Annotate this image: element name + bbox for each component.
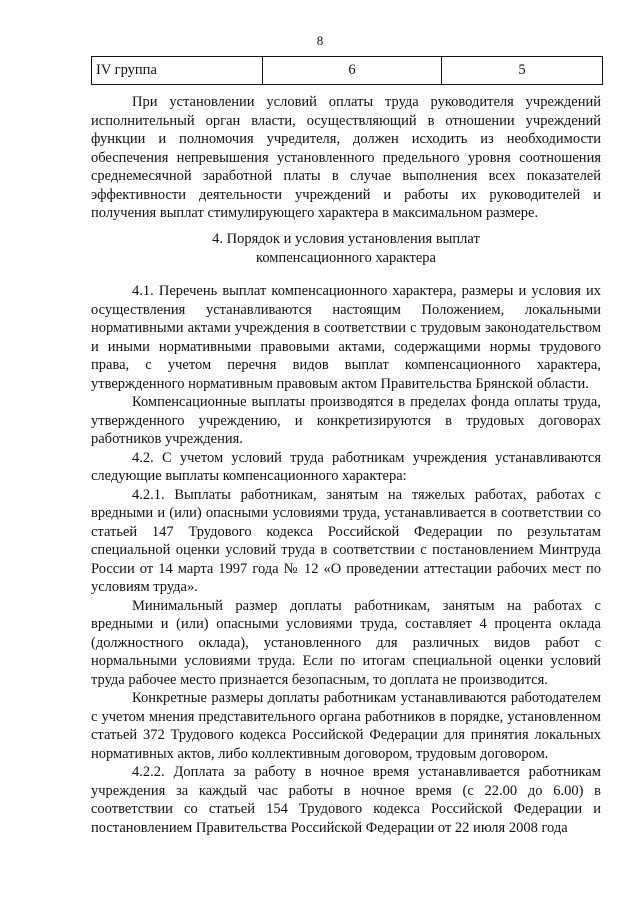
table-row (92, 57, 603, 85)
intro-block (91, 93, 601, 223)
paragraph-minimum: Минимальный размер доплаты работникам, занятым на работах с вредными и (или) опасными условиями труда, составляет 4 процента оклада (должностного оклада), установленного для различных видов работ с нормальными условиями труда. Если по итогам специальной оценки условий труда рабочее место признается безопасным, то доплата не производится. (91, 597, 601, 688)
section-body (91, 282, 601, 837)
paragraph-4-2: 4.2. С учетом условий труда работникам учреждения устанавливаются следующие выплаты компенсационного характера: (91, 449, 601, 484)
section-heading-line2: компенсационного характера (256, 249, 436, 266)
paragraph-concrete: Конкретные размеры доплаты работникам устанавливаются работодателем с учетом мнения представительного органа работников в порядке, установленном статьей 372 Трудового кодекса Российской Федерации для принятия локальных нормативных актов, либо коллективным договором, трудовым договором. (91, 690, 601, 762)
paragraph-compensation: Компенсационные выплаты производятся в пределах фонда оплаты труда, утвержденного учреждению, и конкретизируются в трудовых договорах работников учреждения. (91, 394, 601, 447)
section-heading-line1: 4. Порядок и условия установления выплат (212, 231, 480, 247)
paragraph-4-1: 4.1. Перечень выплат компенсационного характера, размеры и условия их осуществления устанавливаются настоящим Положением, локальными нормативными актами учреждения в соответствии с трудовым законодательством и иными нормативными правовыми актами, содержащими нормы трудового права, с учетом перечня видов выплат компенсационного характера, утвержденного нормативным правовым актом Правительства Брянской области. (91, 283, 601, 392)
table-cell-value-2: 5 (442, 57, 603, 85)
group-table (91, 56, 603, 85)
section-heading (91, 230, 601, 267)
paragraph-4-2-2: 4.2.2. Доплата за работу в ночное время устанавливается работникам учреждения за каждый час работы в ночное время (с 22.00 до 6.00) в соответствии со статьей 154 Трудового кодекса Российской Федерации и постановлением Правительства Российской Федерации от 22 июля 2008 года (91, 764, 601, 836)
paragraph-4-2-1: 4.2.1. Выплаты работникам, занятым на тяжелых работах, работах с вредными и (или) опасными условиями труда, устанавливается в соответствии со статьей 147 Трудового кодекса Российской Федерации по результатам специальной оценки условий труда в соответствии с постановлением Минтруда России от 14 марта 1997 года № 12 «О проведении аттестации рабочих мест по условиям труда». (91, 486, 601, 595)
paragraph-intro: При установлении условий оплаты труда руководителя учреждений исполнительный орган власти, осуществляющий в отношении учреждений функции и полномочия учредителя, должен исходить из необходимости обеспечения непревышения установленного предельного уровня соотношения среднемесячной заработной платы в случае выполнения всех показателей эффективности деятельности учреждений и работы их руководителей и получения выплат стимулирующего характера в максимальном размере. (91, 94, 601, 221)
table-cell-group: IV группа (92, 57, 263, 85)
table-cell-value-1: 6 (263, 57, 442, 85)
page-number: 8 (316, 33, 324, 48)
